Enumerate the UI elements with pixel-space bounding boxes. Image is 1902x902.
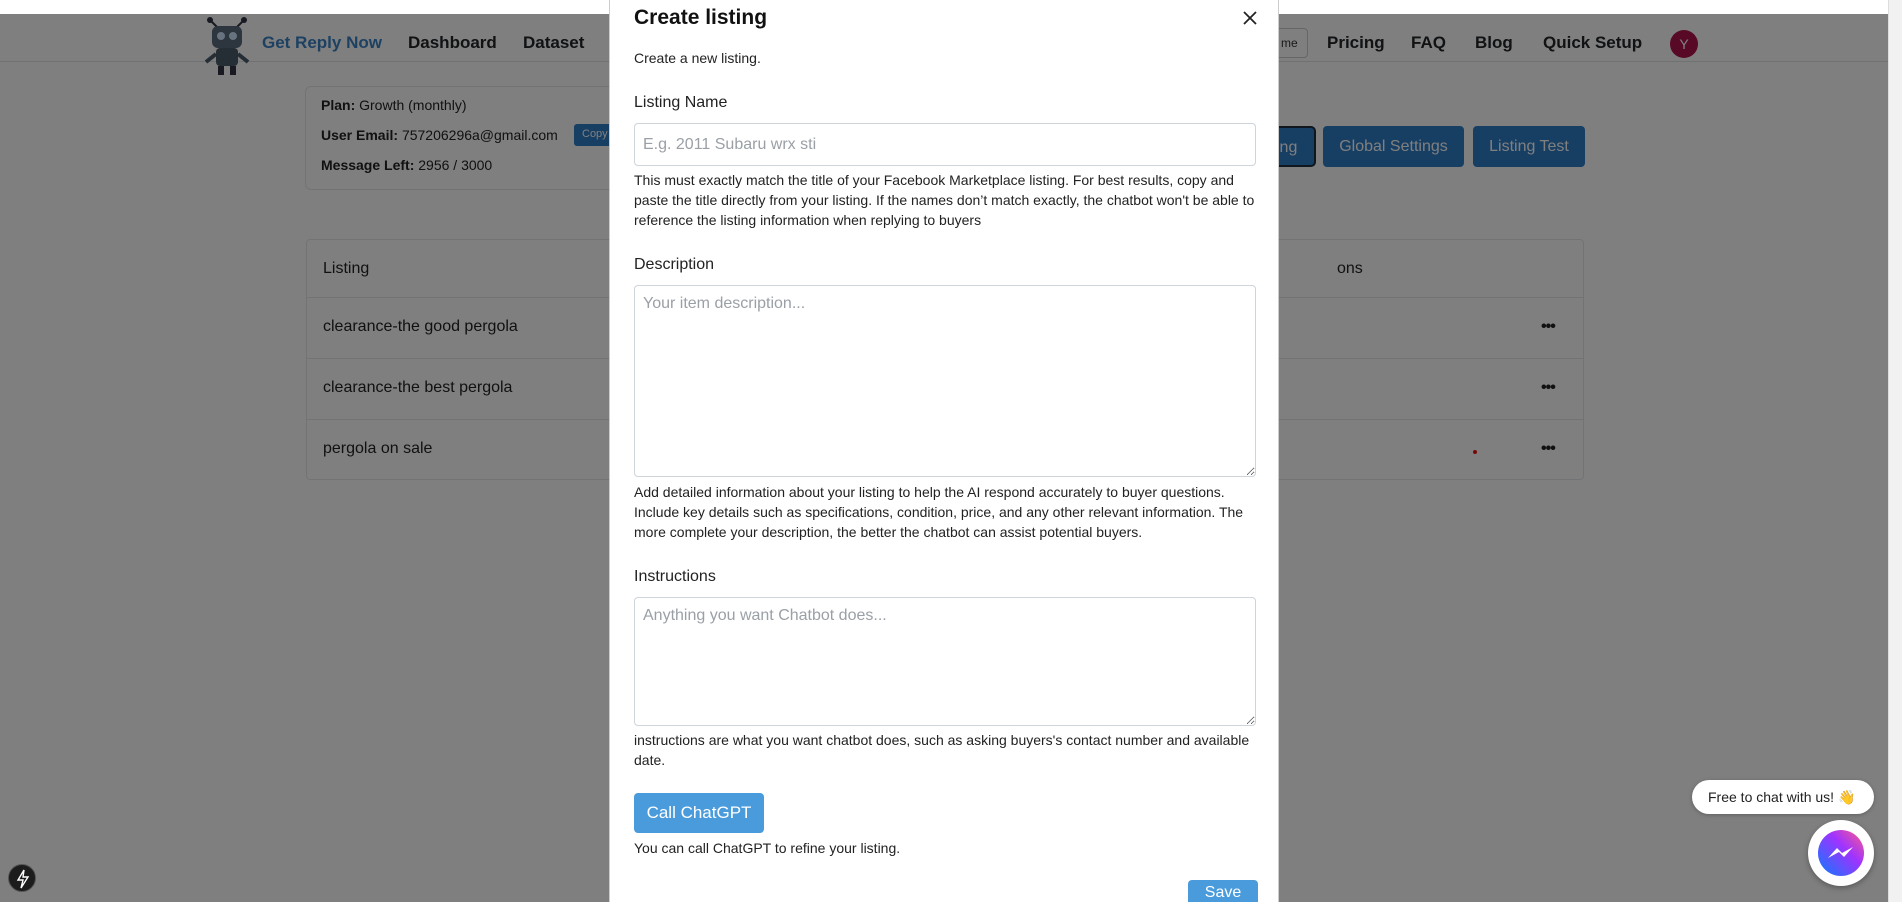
instructions-label: Instructions xyxy=(634,568,716,585)
save-button[interactable]: Save xyxy=(1188,880,1258,902)
listing-name-label: Listing Name xyxy=(634,94,728,111)
call-chatgpt-button[interactable]: Call ChatGPT xyxy=(634,793,764,833)
instructions-help: instructions are what you want chatbot does, such as asking buyers's contact number and available date. xyxy=(634,732,1250,768)
messenger-chat-button[interactable] xyxy=(1808,820,1874,886)
create-listing-modal xyxy=(609,0,1279,902)
scrollbar[interactable] xyxy=(1888,0,1902,902)
listing-name-help: This must exactly match the title of your Facebook Marketplace listing. For best results, copy and paste the title directly from your listing. If the names don’t match exactly, the chatbot won't be able to reference the listing information when replying to buyers xyxy=(634,172,1255,228)
description-textarea[interactable] xyxy=(634,285,1256,477)
listing-name-input[interactable] xyxy=(634,123,1256,166)
description-label: Description xyxy=(634,256,715,273)
messenger-icon xyxy=(1808,820,1874,886)
modal-subtitle: Create a new listing. xyxy=(634,50,761,66)
instructions-textarea[interactable] xyxy=(634,597,1256,726)
bolt-button[interactable] xyxy=(8,864,36,892)
description-help: Add detailed information about your listing to help the AI respond accurately to buyer questions. Include key details such as specifications, condition, price, and any other relevant information. The more complete your description, the better the chatbot can assist potential buyers. xyxy=(634,484,1244,540)
chatgpt-help: You can call ChatGPT to refine your listing. xyxy=(634,840,901,856)
close-icon[interactable] xyxy=(1238,6,1262,30)
modal-title: Create listing xyxy=(634,6,768,29)
lightning-icon xyxy=(9,865,37,893)
chat-greeting-bubble[interactable]: Free to chat with us! 👋 xyxy=(1692,780,1874,814)
